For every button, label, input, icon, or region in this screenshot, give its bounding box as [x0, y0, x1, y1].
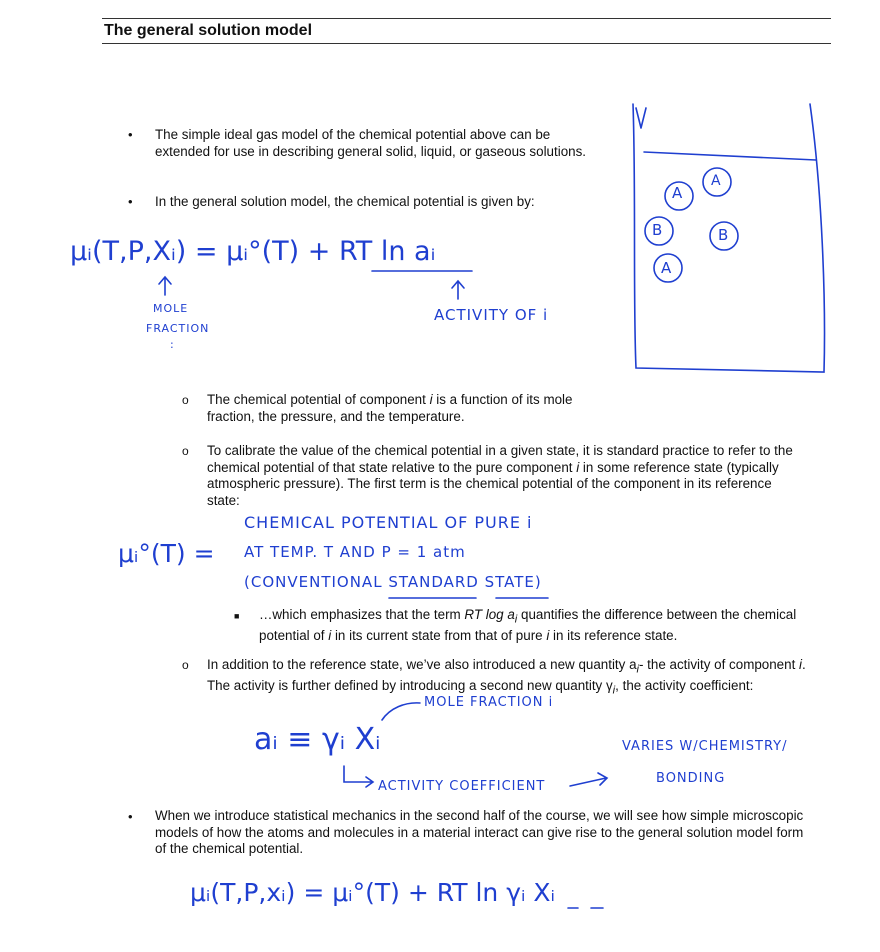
- beaker-outline: [633, 104, 824, 372]
- note-activity-coefficient: ACTIVITY COEFFICIENT: [378, 779, 546, 794]
- subbullet-text-1: The chemical potential of component i is a function of its mole fraction, the pressure, and the temperature.: [207, 392, 573, 424]
- subbullet-marker: o: [182, 658, 189, 672]
- particle-a-2: A: [711, 173, 721, 189]
- bullet-marker: •: [128, 194, 133, 209]
- bullet-text-1: The simple ideal gas model of the chemical potential above can be extended for use in describing general solid, liquid, or gaseous solutions.: [155, 127, 586, 159]
- note-colon: :: [170, 338, 174, 351]
- arrow-mole-fraction-i: [382, 703, 420, 720]
- handwritten-equation-2: μᵢ(T,P,xᵢ) = μᵢ°(T) + RT ln γᵢ Xᵢ: [190, 878, 556, 907]
- particle-a-3: A: [661, 259, 672, 277]
- note-mole-fraction-i: MOLE FRACTION i: [424, 695, 554, 710]
- bullet-text-2: In the general solution model, the chemical potential is given by:: [155, 194, 535, 209]
- beaker-liquid-surface: [644, 152, 816, 160]
- handwritten-equation-1: μᵢ(T,P,Xᵢ) = μᵢ°(T) + RT ln aᵢ: [70, 236, 436, 267]
- note-varies-with-chemistry: VARIES W/CHEMISTRY/: [622, 739, 788, 754]
- particle-circle-b2: [710, 222, 738, 250]
- particle-b-2: B: [718, 226, 729, 244]
- particle-b-1: B: [652, 221, 663, 239]
- particle-a-1: A: [672, 184, 683, 202]
- particle-circle-a2: [703, 168, 731, 196]
- note-conventional-standard-state: (CONVENTIONAL STANDARD STATE): [244, 573, 542, 591]
- note-at-temp: AT TEMP. T AND P = 1 atm: [244, 543, 466, 561]
- square-bullet-marker: ■: [234, 611, 240, 621]
- subbullet-marker: o: [182, 393, 189, 407]
- subbullet-marker: o: [182, 444, 189, 458]
- particle-circle-b1: [645, 217, 673, 245]
- arrow-activity: [452, 281, 464, 299]
- bullet-marker: •: [128, 809, 133, 824]
- note-mole: MOLE: [153, 302, 189, 315]
- note-chemical-potential-of-pure-i: CHEMICAL POTENTIAL OF PURE i: [244, 513, 533, 532]
- arrow-mole-fraction: [159, 277, 171, 295]
- handwritten-mu0: μᵢ°(T) =: [118, 539, 215, 568]
- arrow-activity-coefficient: [344, 766, 373, 787]
- subbullet-text-2: To calibrate the value of the chemical potential in a given state, it is standard practice to refer to the chemical potential of that state relative to the pure component i in some reference state (typically atmospheric pressure). The first term is the chemical potential of the component in its reference state:: [207, 443, 793, 508]
- particle-circle-a3: [654, 254, 682, 282]
- bullet-marker: •: [128, 127, 133, 142]
- arrow-to-varies: [570, 773, 607, 786]
- note-bonding: BONDING: [656, 771, 726, 786]
- square-bullet-text: …which emphasizes that the term RT $\log a_i$ quantifies the difference between the chemical potential of i in its current state from that of pure i in its reference state.: [259, 607, 797, 644]
- handwritten-activity-equation: aᵢ ≡ γᵢ Xᵢ: [254, 722, 381, 757]
- particle-circle-a1: [665, 182, 693, 210]
- note-fraction: FRACTION: [146, 322, 210, 335]
- page-title: The general solution model: [104, 22, 313, 39]
- subbullet-text-3: In addition to the reference state, we’ve also introduced a new quantity $a_i-$ the activity of component i. The activity is further defined by introducing a second new quantity $\gamma_i$, the activity coefficient:: [207, 657, 806, 697]
- note-activity-of-i: ACTIVITY OF i: [434, 306, 549, 324]
- beaker-pour-mark: [636, 108, 646, 128]
- bullet-text-3: When we introduce statistical mechanics in the second half of the course, we will see how simple microscopic models of how the atoms and molecules in a material interact can give rise to the general solution model form of the chemical potential.: [155, 808, 804, 856]
